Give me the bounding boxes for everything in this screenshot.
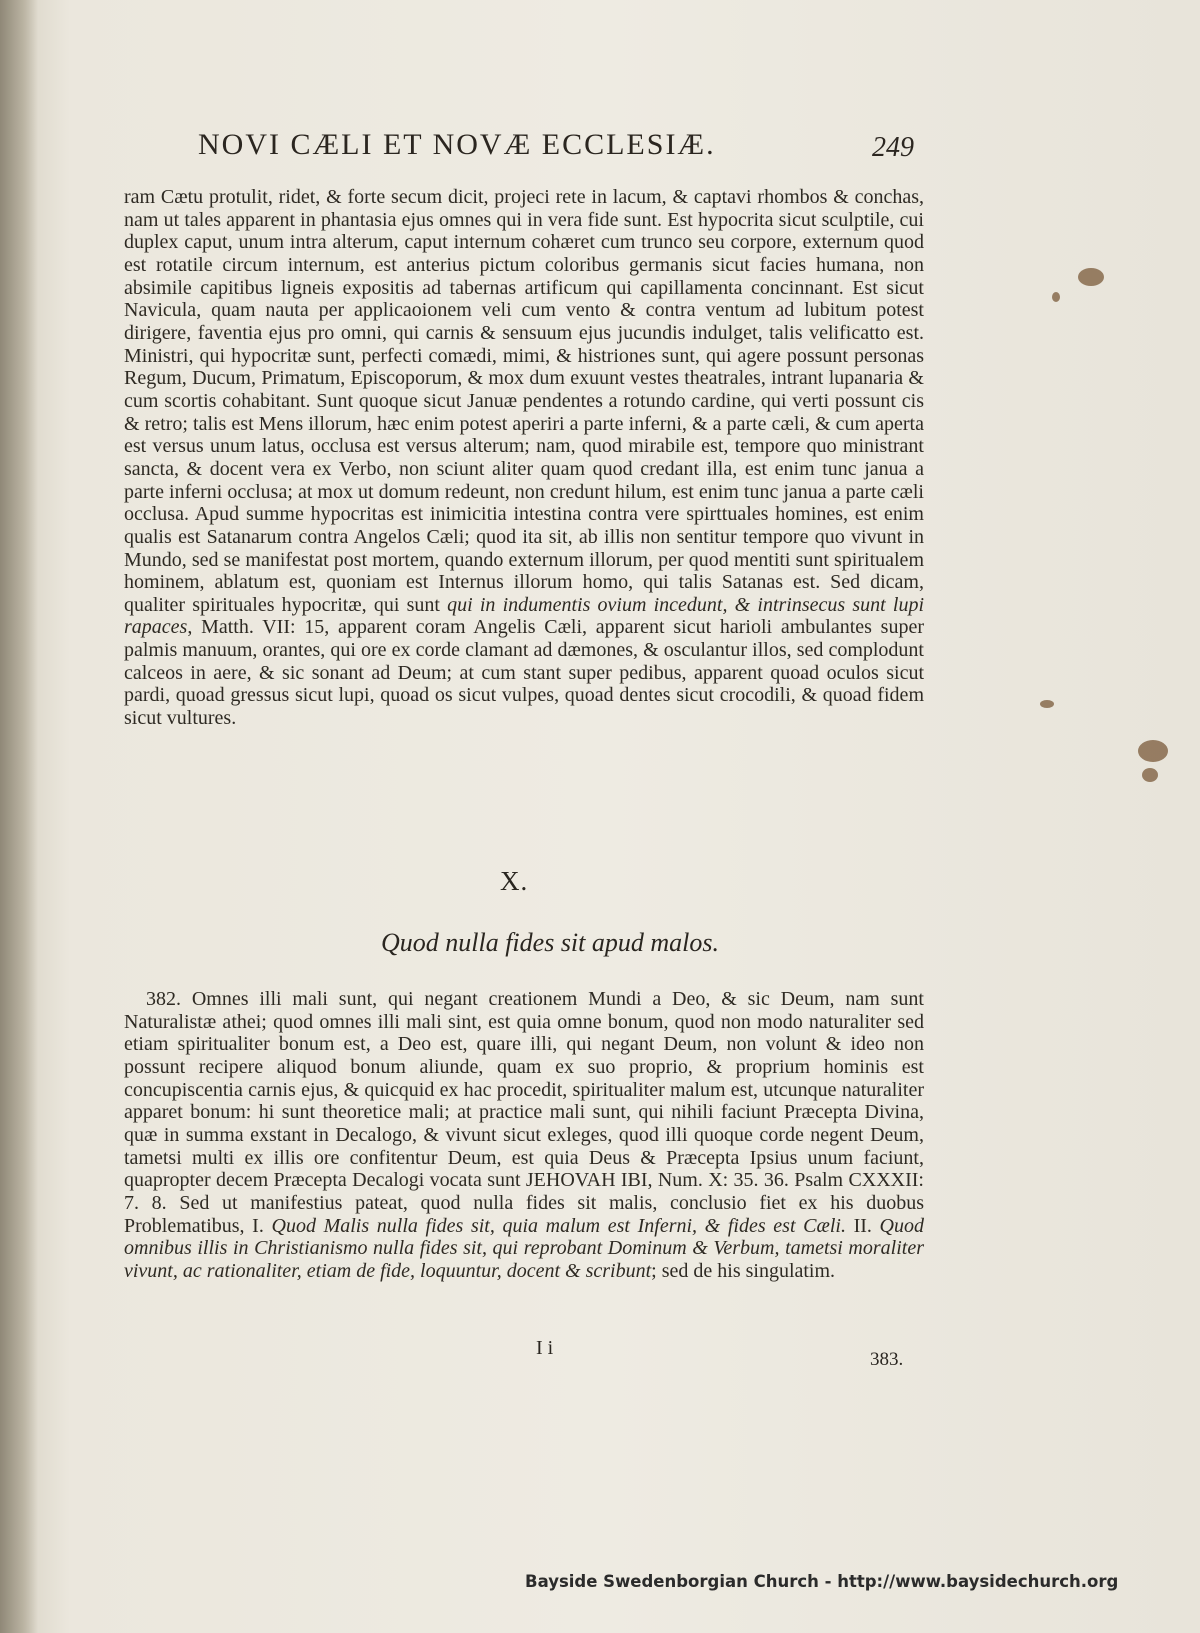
stain-mark — [1040, 700, 1054, 708]
page-gutter-shadow — [0, 0, 38, 1633]
section-heading: Quod nulla fides sit apud malos. — [380, 928, 719, 957]
paragraph-text: 382. Omnes illi mali sunt, qui negant creationem Mundi a Deo, & sic Deum, nam sunt Naturalistæ athei; quod omnes illi mali sint, est quia omne bonum, quod non modo naturaliter sed etiam spiritualiter bonum est, a Deo est, quare illi, qui negant Deum, non volunt & ideo non possunt recipere aliquod bonum aliunde, quam ex suo proprio, & proprium hominis est concupiscentia carnis ejus, & quicquid ex hac procedit, spiritualiter malum est, utcunque naturaliter apparet bonum: hi sunt theoretice mali; at practice mali sunt, qui nihili faciunt Præcepta Divina, quæ in summa exstant in Decalogo, & vivunt sicut exleges, quod illi quoque corde negent Deum, tametsi multi ex illis ore confitentur Deum, est quia Deus & Præcepta Ipsius unum faciunt, quapropter decem Præcepta Decalogi vocata sunt JEHOVAH IBI, Num. X: 35. 36. Psalm CXXXII: 7. 8. Sed ut manifestius pateat, quod nulla fides sit malis, conclusio fiet ex his duobus Problematibus, I. — [124, 988, 924, 1237]
stain-mark — [1078, 268, 1104, 286]
paragraph-hypocrites — [124, 186, 924, 730]
page-number: 249 — [872, 132, 914, 163]
paragraph-text: ram Cætu protulit, ridet, & forte secum dicit, projeci rete in lacum, & captavi rhombos & conchas, nam ut tales apparent in phantasia ejus omnes qui in vera fide sunt. Est hypocrita sicut sculptile, cui duplex caput, unum intra alterum, caput internum cohæret cum trunco seu corpore, externum quod est rotatile circum internum, est anterius pictum coloribus germanis sicut facies humana, non absimile capitibus ligneis expositis ad tabernas artificum qui capillamenta concinnant. Est sicut Navicula, quam nauta per applicaoionem veli cum vento & contra ventum ad lubitum potest dirigere, faventia ejus pro omni, qui carnis & sensuum ejus jucundis indulget, talis velificatto est. Ministri, qui hypocritæ sunt, perfecti comædi, mimi, & histriones sunt, qui agere possunt personas Regum, Ducum, Primatum, Episcoporum, & mox dum exuunt vestes theatrales, intrant lupanaria & cum scortis cohabitant. Sunt quoque sicut Januæ pendentes a rotundo cardine, qui verti possunt cis & retro; talis est Mens illorum, hæc enim potest aperiri a parte inferni, & a parte cæli, & cum aperta est versus unum latus, occlusa est versus alterum; nam, quod mirabile est, tempore quo ministrant sancta, & docent vera ex Verbo, non sciunt aliter quam quod credant illa, est enim tunc janua a parte inferni occlusa; at mox ut domum redeunt, non credunt hilum, est enim tunc janua a parte cæli occlusa. Apud summe hypocritas est inimicitia intestina contra vere spirttuales homines, est enim qualis est Satanarum contra Angelos Cæli; quod ita sit, ab illis non sentitur tempore quo vivunt in Mundo, sed se manifestat post mortem, quando externum illorum, per quod mentiti sunt spiritualem hominem, ablatum est, quoniam est Internus illorum homo, qui talis Satanas est. Sed dicam, qualiter spirituales hypocritæ, qui sunt — [124, 186, 924, 616]
stain-mark — [1052, 292, 1060, 302]
section-numeral: X. — [500, 866, 529, 896]
italic-quote: qui in indumentis ovium incedunt, & intrinsecus sunt lupi rapaces — [124, 593, 924, 639]
problem-two: Quod omnibus illis in Christianismo nulla fides sit, qui reprobant Dominum & Verbum, tametsi moraliter vivunt, ac rationaliter, etiam de fide, loquuntur, docent & scribunt — [124, 1214, 924, 1282]
stain-mark — [1142, 768, 1158, 782]
signature-mark: I i — [536, 1337, 554, 1359]
problem-two-label: II. — [845, 1214, 880, 1237]
paragraph-text-after: , Matth. VII: 15, apparent coram Angelis Cæli, apparent sicut harioli ambulantes super palmis manuum, orantes, qui ore ex corde clamant ad dæmones, & osculantur illos, sed complodunt calceos in aere, & sic sonant ad Deum; at cum stant super pedibus, apparent quoad oculos sicut pardi, quoad gressus sicut lupi, quoad os sicut vulpes, quoad dentes sicut crocodili, & quoad fidem sicut vultures. — [124, 616, 924, 730]
running-title: NOVI CÆLI ET NOVÆ ECCLESIÆ. — [198, 128, 716, 161]
paragraph-text-after: ; sed de his singulatim. — [651, 1259, 836, 1282]
watermark-text: Bayside Swedenborgian Church - http://www.baysidechurch.org — [525, 1572, 1119, 1591]
stain-mark — [1138, 740, 1168, 762]
paragraph-382 — [124, 988, 924, 1283]
problem-one: Quod Malis nulla fides sit, quia malum est Inferni, & fides est Cæli. — [271, 1214, 846, 1237]
catchword: 383. — [870, 1349, 904, 1370]
